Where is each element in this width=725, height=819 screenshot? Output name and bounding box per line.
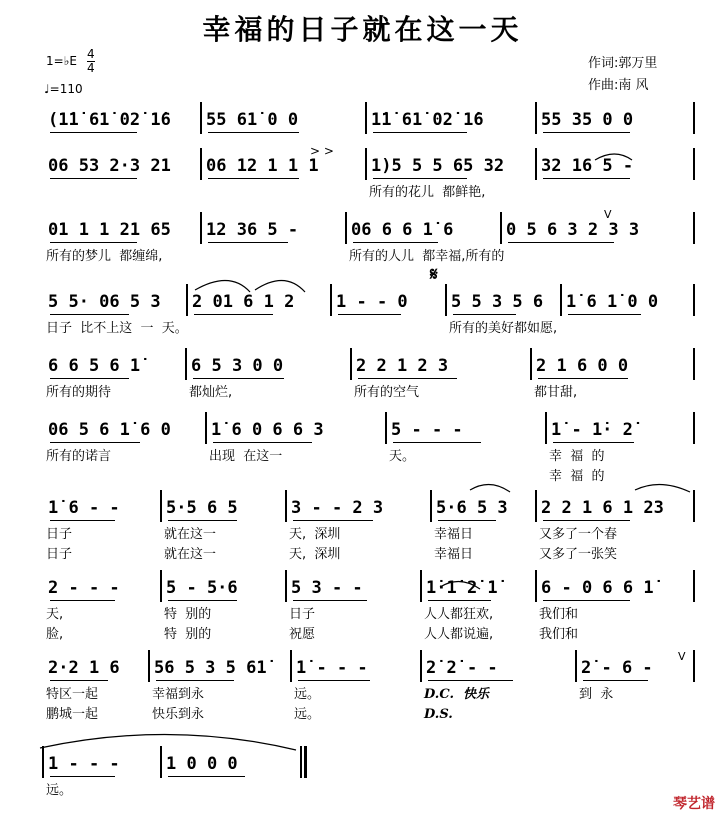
lyric-text: 所有的花儿 都鲜艳,	[369, 185, 486, 200]
lyric-text: 天, 深圳	[289, 527, 341, 542]
beam-line	[50, 776, 115, 777]
beam-line	[50, 520, 115, 521]
measure-notes: 2 01 6 1 2	[192, 292, 295, 312]
measure-notes: 3 - - 2 3	[291, 498, 384, 518]
beam-line	[213, 442, 312, 443]
bar-line	[160, 570, 162, 602]
measure-notes: 5 5· 06 5 3	[48, 292, 161, 312]
lyric-text: 幸 福 的	[549, 469, 605, 484]
measure-notes: 5·6 5 3	[436, 498, 508, 518]
lyric-text: 天,	[46, 607, 64, 622]
lyric-text: 所有的诺言	[46, 449, 112, 464]
beam-line	[373, 132, 467, 133]
measure-notes: 12 36 5 -	[206, 220, 299, 240]
beam-line	[50, 378, 129, 379]
lyric-text: 幸 福 的	[549, 449, 605, 464]
lyric-text: 快乐到永	[152, 707, 205, 722]
tempo-marking	[44, 82, 83, 96]
lyric-text: 日子 比不上这 一 天。	[46, 321, 188, 336]
key-signature	[46, 54, 77, 68]
measure-notes: 5 3 - -	[291, 578, 363, 598]
beam-line	[50, 314, 129, 315]
bar-line	[160, 746, 162, 778]
bar-line	[285, 490, 287, 522]
song-title: 幸福的日子就在这一天	[202, 13, 523, 46]
bar-line	[420, 570, 422, 602]
beam-line	[393, 442, 481, 443]
bar-line	[200, 148, 202, 180]
measure-notes: 1 - - 0	[336, 292, 408, 312]
beam-line	[568, 314, 641, 315]
bar-line	[160, 490, 162, 522]
bar-line	[500, 212, 502, 244]
beam-line	[50, 242, 137, 243]
lyric-text: 远。	[46, 783, 73, 798]
lyric-text: 特区一起	[46, 687, 99, 702]
final-bar-line	[304, 746, 307, 778]
lyric-text: 日子	[46, 547, 73, 562]
measure-notes: 55 35 0 0	[541, 110, 634, 130]
measure-notes: 1̇ 6 1̇ 0 0	[566, 292, 659, 312]
measure-notes: 5 - - -	[391, 420, 463, 440]
lyric-text: 鹏城一起	[46, 707, 99, 722]
measure-notes: 2 2 1 2 3	[356, 356, 449, 376]
bar-line	[693, 412, 695, 444]
lyric-text: 幸福日	[434, 547, 474, 562]
tie-mark	[40, 734, 296, 750]
beam-line	[208, 242, 288, 243]
beam-line	[293, 520, 373, 521]
bar-line	[200, 212, 202, 244]
beam-line	[338, 314, 401, 315]
measure-notes: 5 5 3 5 6	[451, 292, 544, 312]
bar-line	[186, 284, 188, 316]
lyric-text: 天, 深圳	[289, 547, 341, 562]
lyric-text: 祝愿	[289, 627, 316, 642]
bar-line	[345, 212, 347, 244]
bar-line	[420, 650, 422, 682]
measure-notes: 2̇ 2̇ - -	[426, 658, 498, 678]
quarter-note-icon: ♩	[44, 82, 50, 96]
lyric-text: 到 永	[579, 687, 614, 702]
measure-notes: 06 6 6 1̇ 6	[351, 220, 454, 240]
beam-line	[428, 680, 513, 681]
bar-line	[148, 650, 150, 682]
measure-notes: 2 - - -	[48, 578, 120, 598]
measure-notes: 1̇·1̇ 2̇ 1̇	[426, 578, 498, 598]
beam-line	[373, 178, 467, 179]
beam-line	[428, 600, 491, 601]
bar-line	[693, 650, 695, 682]
beam-line	[168, 520, 237, 521]
time-signature	[87, 48, 95, 75]
key-label: 1=♭E	[46, 54, 77, 68]
bar-line	[535, 148, 537, 180]
beam-line	[50, 132, 137, 133]
lyric-text: 就在这一	[164, 547, 217, 562]
lyric-text: 所有的空气	[354, 385, 420, 400]
lyric-text: 人人都狂欢,	[424, 607, 494, 622]
measure-notes: 1̇ - - -	[296, 658, 368, 678]
bar-line	[560, 284, 562, 316]
beam-line	[208, 132, 299, 133]
bar-line	[365, 148, 367, 180]
time-top: 4	[87, 47, 95, 61]
time-bottom: 4	[87, 61, 95, 75]
site-logo[interactable]	[673, 793, 715, 813]
bar-line	[385, 412, 387, 444]
measure-notes: 55 61̇ 0 0	[206, 110, 299, 130]
bar-line	[430, 490, 432, 522]
breath-mark-icon: V	[678, 650, 686, 663]
measure-notes: 06 5 6 1̇ 6 0	[48, 420, 171, 440]
bar-line	[350, 348, 352, 380]
lyric-text: 又多了一个春	[539, 527, 618, 542]
beam-line	[508, 242, 614, 243]
bar-line	[693, 212, 695, 244]
beam-line	[543, 600, 630, 601]
beam-line	[543, 132, 630, 133]
lyric-text: 日子	[46, 527, 73, 542]
lyric-text: 所有的梦儿 都缠绵,	[46, 249, 163, 264]
bar-line	[535, 102, 537, 134]
beam-line	[156, 680, 234, 681]
segno-icon: 𝄋	[430, 264, 438, 285]
measure-notes: 2 1 6 0 0	[536, 356, 629, 376]
beam-line	[298, 680, 370, 681]
bar-line	[445, 284, 447, 316]
bar-line	[535, 570, 537, 602]
measure-notes: 2·2 1 6	[48, 658, 120, 678]
measure-notes: 32 16 5 -	[541, 156, 634, 176]
beam-line	[50, 680, 108, 681]
measure-notes: 1̇ 6 0 6 6 3	[211, 420, 324, 440]
beam-line	[453, 314, 516, 315]
beam-line	[353, 242, 438, 243]
bar-line	[365, 102, 367, 134]
measure-notes: 1)5 5 5 65 32	[371, 156, 505, 176]
beam-line	[50, 600, 115, 601]
beam-line	[168, 776, 245, 777]
lyric-text: 日子	[289, 607, 316, 622]
lyric-text: 又多了一张笑	[539, 547, 618, 562]
beam-line	[50, 178, 137, 179]
measure-notes: 1 0 0 0	[166, 754, 238, 774]
bar-line	[185, 348, 187, 380]
bar-line	[693, 148, 695, 180]
bar-line	[42, 746, 44, 778]
beam-line	[553, 442, 634, 443]
bar-line	[200, 102, 202, 134]
lyric-text: 幸福到永	[152, 687, 205, 702]
beam-line	[358, 378, 457, 379]
measure-notes: 5·5 6 5	[166, 498, 238, 518]
composer: 作曲:南 风	[588, 78, 649, 93]
measure-notes: 1 - - -	[48, 754, 120, 774]
lyric-text: 我们和	[539, 627, 579, 642]
logo-text: 琴艺谱	[673, 796, 715, 812]
bar-line	[330, 284, 332, 316]
bar-line	[205, 412, 207, 444]
beam-line	[50, 442, 140, 443]
measure-notes: 06 12 1 1 1	[206, 156, 319, 176]
beam-line	[543, 178, 630, 179]
measure-notes: 0 5 6 3 2 3 3	[506, 220, 640, 240]
beam-line	[438, 520, 496, 521]
lyric-text: 幸福日	[434, 527, 474, 542]
measure-notes: 1̇1̇ 61̇ 02̇ 1̇6	[371, 110, 484, 130]
beam-line	[293, 600, 367, 601]
bar-line	[530, 348, 532, 380]
measure-notes: 06 53 2·3 21	[48, 156, 171, 176]
lyric-text: 特 别的	[164, 627, 212, 642]
lyricist: 作词:郭万里	[588, 56, 658, 71]
bar-line	[300, 746, 302, 778]
bar-line	[693, 348, 695, 380]
accent-mark-icon: > >	[310, 144, 334, 158]
lyric-text: 就在这一	[164, 527, 217, 542]
lyric-text: D.C. 快乐	[424, 687, 490, 702]
bar-line	[290, 650, 292, 682]
measure-notes: 2 2 1 6 1 23	[541, 498, 664, 518]
bar-line	[575, 650, 577, 682]
tempo-value: =110	[49, 82, 83, 96]
lyric-text: D.S.	[424, 707, 453, 722]
lyric-text: 出现 在这一	[209, 449, 283, 464]
beam-line	[168, 600, 237, 601]
measure-notes: 1̇ - 1̇· 2̇	[551, 420, 633, 440]
lyric-text: 所有的人儿 都幸福,所有的	[349, 249, 505, 264]
beam-line	[194, 314, 273, 315]
lyric-text: 远。	[294, 687, 321, 702]
lyric-text: 脸,	[46, 627, 64, 642]
measure-notes: 5 - 5·6	[166, 578, 238, 598]
measure-notes: 6 - 0 6 6 1̇	[541, 578, 654, 598]
slur-mark	[635, 484, 690, 492]
beam-line	[538, 378, 628, 379]
beam-line	[208, 178, 299, 179]
bar-line	[545, 412, 547, 444]
bar-line	[693, 284, 695, 316]
measure-notes: 6 6 5 6 1̇	[48, 356, 141, 376]
lyric-text: 特 别的	[164, 607, 212, 622]
measure-notes: 01 1 1 21 65	[48, 220, 171, 240]
lyric-text: 所有的期待	[46, 385, 112, 400]
bar-line	[693, 570, 695, 602]
beam-line	[583, 680, 648, 681]
beam-line	[193, 378, 284, 379]
slur-mark	[470, 484, 510, 492]
lyric-text: 都甘甜,	[534, 385, 578, 400]
lyric-text: 都灿烂,	[189, 385, 233, 400]
lyric-text: 我们和	[539, 607, 579, 622]
lyric-text: 人人都说遍,	[424, 627, 494, 642]
bar-line	[693, 102, 695, 134]
bar-line	[285, 570, 287, 602]
measure-notes: (1̇1̇ 61̇ 02̇ 1̇6	[48, 110, 171, 130]
bar-line	[535, 490, 537, 522]
bar-line	[693, 490, 695, 522]
measure-notes: 2̇ - 6 -	[581, 658, 653, 678]
measure-notes: 6 5 3 0 0	[191, 356, 284, 376]
lyric-text: 所有的美好都如愿,	[449, 321, 558, 336]
lyric-text: 天。	[389, 449, 416, 464]
breath-mark-icon: V	[604, 208, 612, 221]
measure-notes: 1̇ 6 - -	[48, 498, 120, 518]
measure-notes: 56 5 3 5 61̇	[154, 658, 267, 678]
lyric-text: 远。	[294, 707, 321, 722]
beam-line	[543, 520, 630, 521]
